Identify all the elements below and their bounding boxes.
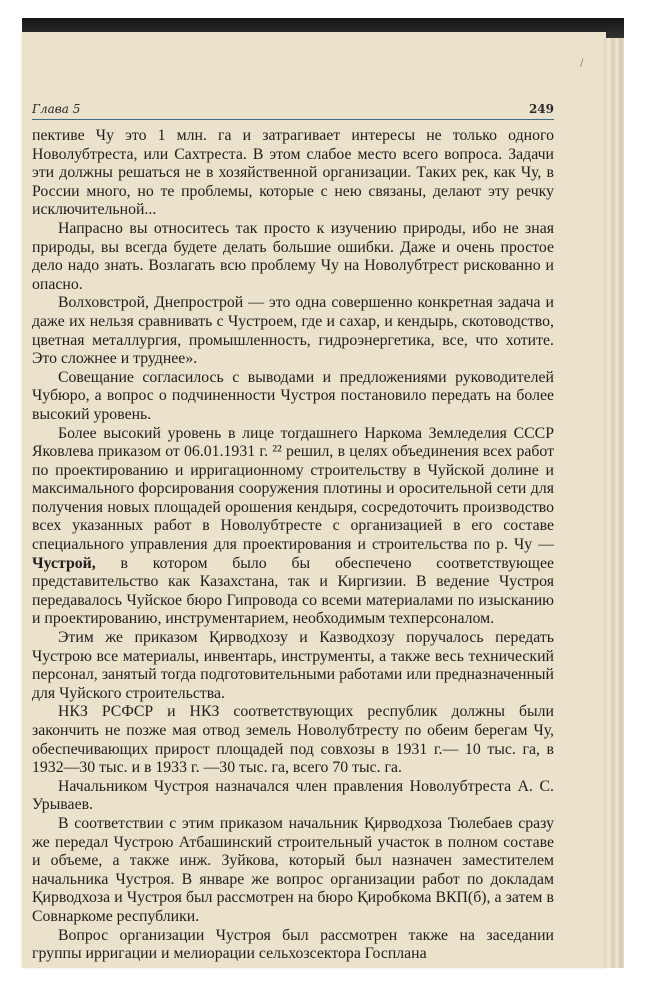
paragraph: Напрасно вы относитесь так просто к изучению природы, ибо не зная природы, вы всегда будете делать большие ошибки. Даже и очень простое дело надо знать. Возлагать всю проблему Чу на Новолубтрест рискованно и опасно. <box>32 219 554 293</box>
paragraph: В соответствии с этим приказом начальник Қирводхоза Тюлебаев сразу же передал Чустрою Атбашинский строительный участок в полном составе и объеме, а также инж. Зуйкова, который был назначен заместителем начальника Чустроя. В январе же вопрос организации работ по докладам Қирводхоза и Чустроя был рассмотрен на бюро Қиробкома ВКП(б), а затем в Совнаркоме республики. <box>32 814 554 925</box>
paragraph <box>32 425 554 630</box>
header-rule <box>32 119 554 120</box>
paragraph: НКЗ РСФСР и НКЗ соответствующих республик должны были закончить не позже мая отвод земель Новолубтресту по обеим берегам Чу, обеспечивающих прирост площадей под совхозы в 1931 г.— 10 тыс. га, в 1932—30 тыс. и в 1933 г. —30 тыс. га, всего 70 тыс. га. <box>32 703 554 777</box>
paragraph: Волховстрой, Днепрострой — это одна совершенно конкретная задача и даже их нельзя сравнивать с Чустроем, где и сахар, и кендырь, скотоводство, цветная металлургия, промышленность, гидроэнергетика, все, что хотите. Это сложнее и труднее». <box>32 294 554 368</box>
page-edge-stack <box>604 38 624 968</box>
paragraph-text: Более высокий уровень в лице тогдашнего Наркома Земледелия СССР Яковлева приказом от 06.01.1931 г. ²² решил, в целях объединения всех работ по проектированию и ирригационному строительству в Чуйской долине и максимального форсирования сооружения плотины и оросительной сети для получения новых площадей орошения кендыря, сосредоточить производство всех указанных работ в Новолубтресте с организацией в его составе специального управления для проектирования и строительства по р. Чу — <box>32 424 554 554</box>
running-head <box>32 102 554 118</box>
paragraph: Совещание согласилось с выводами и предложениями руководителей Чубюро, а вопрос о подчиненности Чустроя постановило передать на более высокий уровень. <box>32 368 554 423</box>
page-number: 249 <box>528 102 554 116</box>
paragraph: Вопрос организации Чустроя был рассмотрен также на заседании группы ирригации и мелиорации сельхозсектора Госплана <box>32 926 554 963</box>
paragraph: Начальником Чустроя назначался член правления Новолубтреста А. С. Урываев. <box>32 777 554 814</box>
bold-term: Чустрой, <box>32 554 96 572</box>
body-text <box>32 127 554 964</box>
paragraph: пективе Чу это 1 млн. га и затрагивает интересы не только одного Новолубтреста, или Сахтреста. В этом слабое место всего вопроса. Задачи эти должны решаться не в хозяйственной организации. Таких рек, как Чу, в России много, но те проблемы, которые с нею связаны, делают эту речку исключительной... <box>32 127 554 219</box>
chapter-title: Глава 5 <box>32 102 81 116</box>
paragraph: Этим же приказом Қирводхозу и Казводхозу поручалось передать Чустрою все материалы, инвентарь, инструменты, а также весь технический персонал, занятый тогда подготовительными работами или предназначенный для Чуйского строительства. <box>32 629 554 702</box>
paragraph-text: в котором было бы обеспечено соответствующее представительство как Казахстана, так и Киргизии. В ведение Чустроя передавалось Чуйское бюро Гипровода со всеми материалами по изысканию и проектированию, инструментарием, необходимым техперсоналом. <box>32 554 554 628</box>
margin-mark: / <box>580 58 584 69</box>
